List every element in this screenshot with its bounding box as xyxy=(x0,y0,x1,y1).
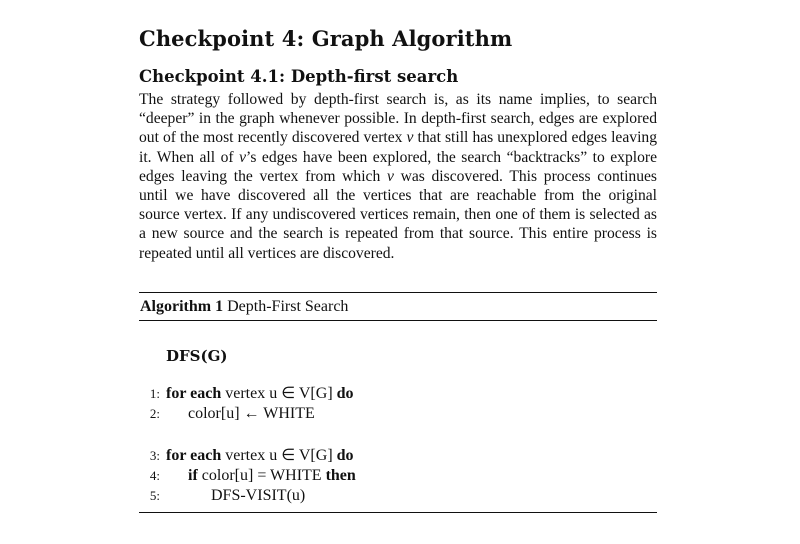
keyword-do: do xyxy=(336,385,354,402)
document-page xyxy=(139,24,658,504)
line-number: 5: xyxy=(149,488,160,503)
keyword-if: if xyxy=(188,467,198,484)
body-paragraph xyxy=(139,90,657,263)
algorithm-line-4 xyxy=(139,466,356,486)
line-text: vertex u ∈ V[G] xyxy=(221,447,337,464)
procedure-name: DFS(G) xyxy=(166,347,228,365)
algorithm-bottom-rule xyxy=(139,512,657,513)
math-variable-v: v xyxy=(386,167,394,185)
line-text: vertex u ∈ V[G] xyxy=(221,385,337,402)
line-number: 4: xyxy=(149,468,160,483)
line-text: color[u] = WHITE xyxy=(197,467,326,484)
algorithm-label: Algorithm 1 xyxy=(140,298,224,315)
math-variable-v: v xyxy=(406,129,414,147)
algorithm-line-2 xyxy=(139,404,315,424)
algorithm-caption-text: Depth-First Search xyxy=(227,298,349,315)
algorithm-caption xyxy=(139,293,657,320)
algorithm-line-1 xyxy=(139,384,354,404)
subsection-title: Checkpoint 4.1: Depth-first search xyxy=(139,67,459,86)
paragraph-text-4: was discovered. This process continues until we have discovered all the vertices that are reachable from the original source vertex. If any undiscovered vertices remain, then one of them is selected as a new source and the search is repeated from that source. This entire process is repeated until all vertices are discovered. xyxy=(139,167,657,262)
keyword-then: then xyxy=(325,467,356,484)
paragraph-text-1: The strategy followed by depth-first search is, as its name implies, to search “deeper” in the graph whenever possible. In depth-first search, edges are explored out of the most recently discovered vertex xyxy=(139,91,657,147)
keyword-do: do xyxy=(336,447,354,464)
keyword-for-each: for each xyxy=(166,447,222,464)
algorithm-line-3 xyxy=(139,446,354,466)
algorithm-line-5 xyxy=(139,486,305,506)
line-text: color[u] ← WHITE xyxy=(188,405,315,422)
line-text: DFS-VISIT(u) xyxy=(211,487,306,504)
line-number: 3: xyxy=(149,448,160,463)
line-number: 2: xyxy=(149,406,160,421)
algorithm-block xyxy=(139,292,657,513)
algorithm-body xyxy=(139,321,657,512)
keyword-for-each: for each xyxy=(166,385,222,402)
line-number: 1: xyxy=(149,386,160,401)
paragraph-text-2: that still has unexplored edges leaving it. When all of xyxy=(139,129,658,166)
math-variable-v: v xyxy=(239,148,247,166)
section-title: Checkpoint 4: Graph Algorithm xyxy=(139,26,513,51)
paragraph-text-3: ’s edges have been explored, the search “backtracks” to explore edges leaving the vertex from which xyxy=(139,148,658,185)
